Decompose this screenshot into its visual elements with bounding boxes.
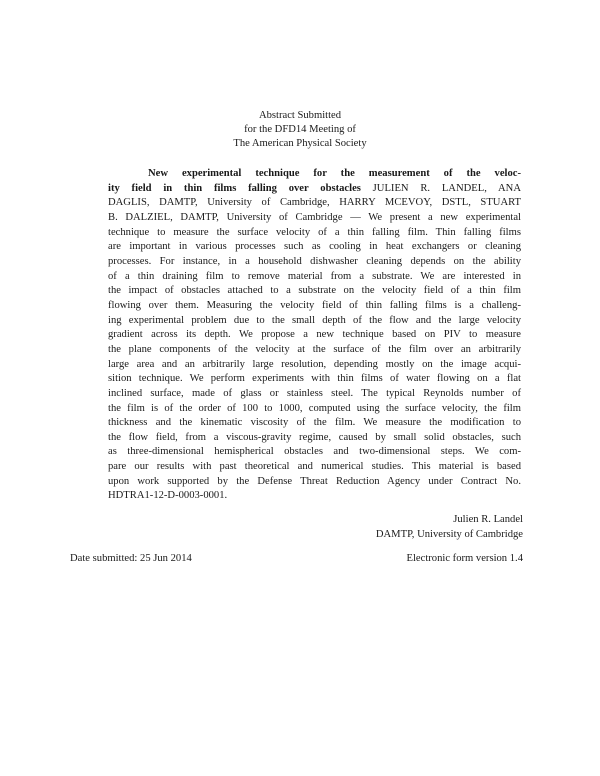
abstract-line [108, 445, 521, 460]
abstract-line [108, 416, 521, 431]
abstract-title-segment: ity field in thin films falling over obstacles [108, 182, 361, 194]
abstract-line [108, 167, 521, 182]
abstract-text-segment: flowing over them. Measuring the velocity field of thin falling films is a challeng- [108, 299, 521, 311]
abstract-text-segment: of a thin draining film to remove material from a substrate. We are interested in [108, 270, 521, 282]
abstract-line [108, 402, 521, 417]
signature-block [376, 513, 523, 542]
abstract-text-segment: processes. For instance, in a household dishwasher cleaning depends on the ability [108, 255, 521, 267]
date-submitted: Date submitted: 25 Jun 2014 [70, 553, 192, 564]
abstract-text-segment: technique to measure the surface velocity of a thin falling film. Thin falling films [108, 226, 521, 238]
abstract-line [108, 182, 521, 197]
abstract-line [108, 211, 521, 226]
abstract-line [108, 226, 521, 241]
abstract-text-segment: upon work supported by the Defense Threat Reduction Agency under Contract No. [108, 475, 521, 487]
abstract-line [108, 343, 521, 358]
author-affiliation: DAMTP, University of Cambridge [375, 528, 523, 540]
abstract-line [108, 240, 521, 255]
abstract-line [108, 299, 521, 314]
abstract-line [108, 431, 521, 446]
abstract-body [108, 167, 521, 504]
form-version: Electronic form version 1.4 [406, 553, 523, 564]
abstract-text-segment: DAGLIS, DAMTP, University of Cambridge, HARRY MCEVOY, DSTL, STUART [108, 197, 521, 209]
abstract-line [108, 358, 521, 373]
abstract-line [108, 284, 521, 299]
abstract-text-segment: pare our results with past theoretical and numerical studies. This material is based [108, 461, 521, 473]
abstract-text-segment: JULIEN R. LANDEL, ANA [360, 182, 521, 194]
abstract-text-segment: sition technique. We perform experiments with thin films of water flowing on a flat [108, 373, 521, 385]
abstract-line [108, 196, 521, 211]
abstract-line [108, 387, 521, 402]
abstract-text-segment: gradient across its depth. We propose a new technique based on PIV to measure [108, 329, 521, 341]
abstract-text-segment: the impact of obstacles attached to a substrate on the velocity field of a thin film [108, 285, 521, 297]
abstract-text-segment: as three-dimensional hemispherical obstacles and two-dimensional steps. We com- [108, 446, 521, 458]
abstract-text-segment: the plane components of the velocity at the surface of the film over an arbitrarily [108, 343, 521, 355]
abstract-title-segment: New experimental technique for the measurement of the veloc- [148, 168, 521, 179]
abstract-text-segment: the flow field, from a viscous-gravity regime, caused by small solid obstacles, such [108, 431, 521, 443]
submission-header [0, 109, 600, 151]
abstract-text-segment: thickness and the kinematic viscosity of the film. We measure the modification to [108, 417, 521, 429]
abstract-text-segment: the film is of the order of 100 to 1000, computed using the surface velocity, the film [108, 402, 521, 414]
abstract-line [108, 460, 521, 475]
header-line-1: Abstract Submitted [258, 110, 342, 121]
abstract-line [108, 372, 521, 387]
abstract-text-segment: large area and an arbitrarily large resolution, depending mostly on the image acqui- [108, 358, 521, 370]
abstract-text-segment: inclined surface, made of glass or stainless steel. The typical Reynolds number of [108, 387, 521, 399]
abstract-line [108, 328, 521, 343]
abstract-text-segment: are important in various processes such as cooling in heat exchangers or cleaning [108, 241, 521, 253]
abstract-line [108, 314, 521, 329]
abstract-line [108, 475, 521, 490]
header-line-2: for the DFD14 Meeting of [244, 124, 356, 135]
abstract-line [108, 255, 521, 270]
abstract-text-segment: B. DALZIEL, DAMTP, University of Cambridge — We present a new experimental [108, 211, 521, 223]
abstract-line [108, 489, 521, 504]
author-name: Julien R. Landel [453, 514, 523, 525]
header-line-3: The American Physical Society [233, 138, 367, 149]
abstract-text-segment: HDTRA1-12-D-0003-0001. [108, 490, 228, 502]
abstract-text-segment: ing experimental problem due to the small depth of the flow and the large velocity [108, 314, 521, 326]
abstract-line [108, 270, 521, 285]
